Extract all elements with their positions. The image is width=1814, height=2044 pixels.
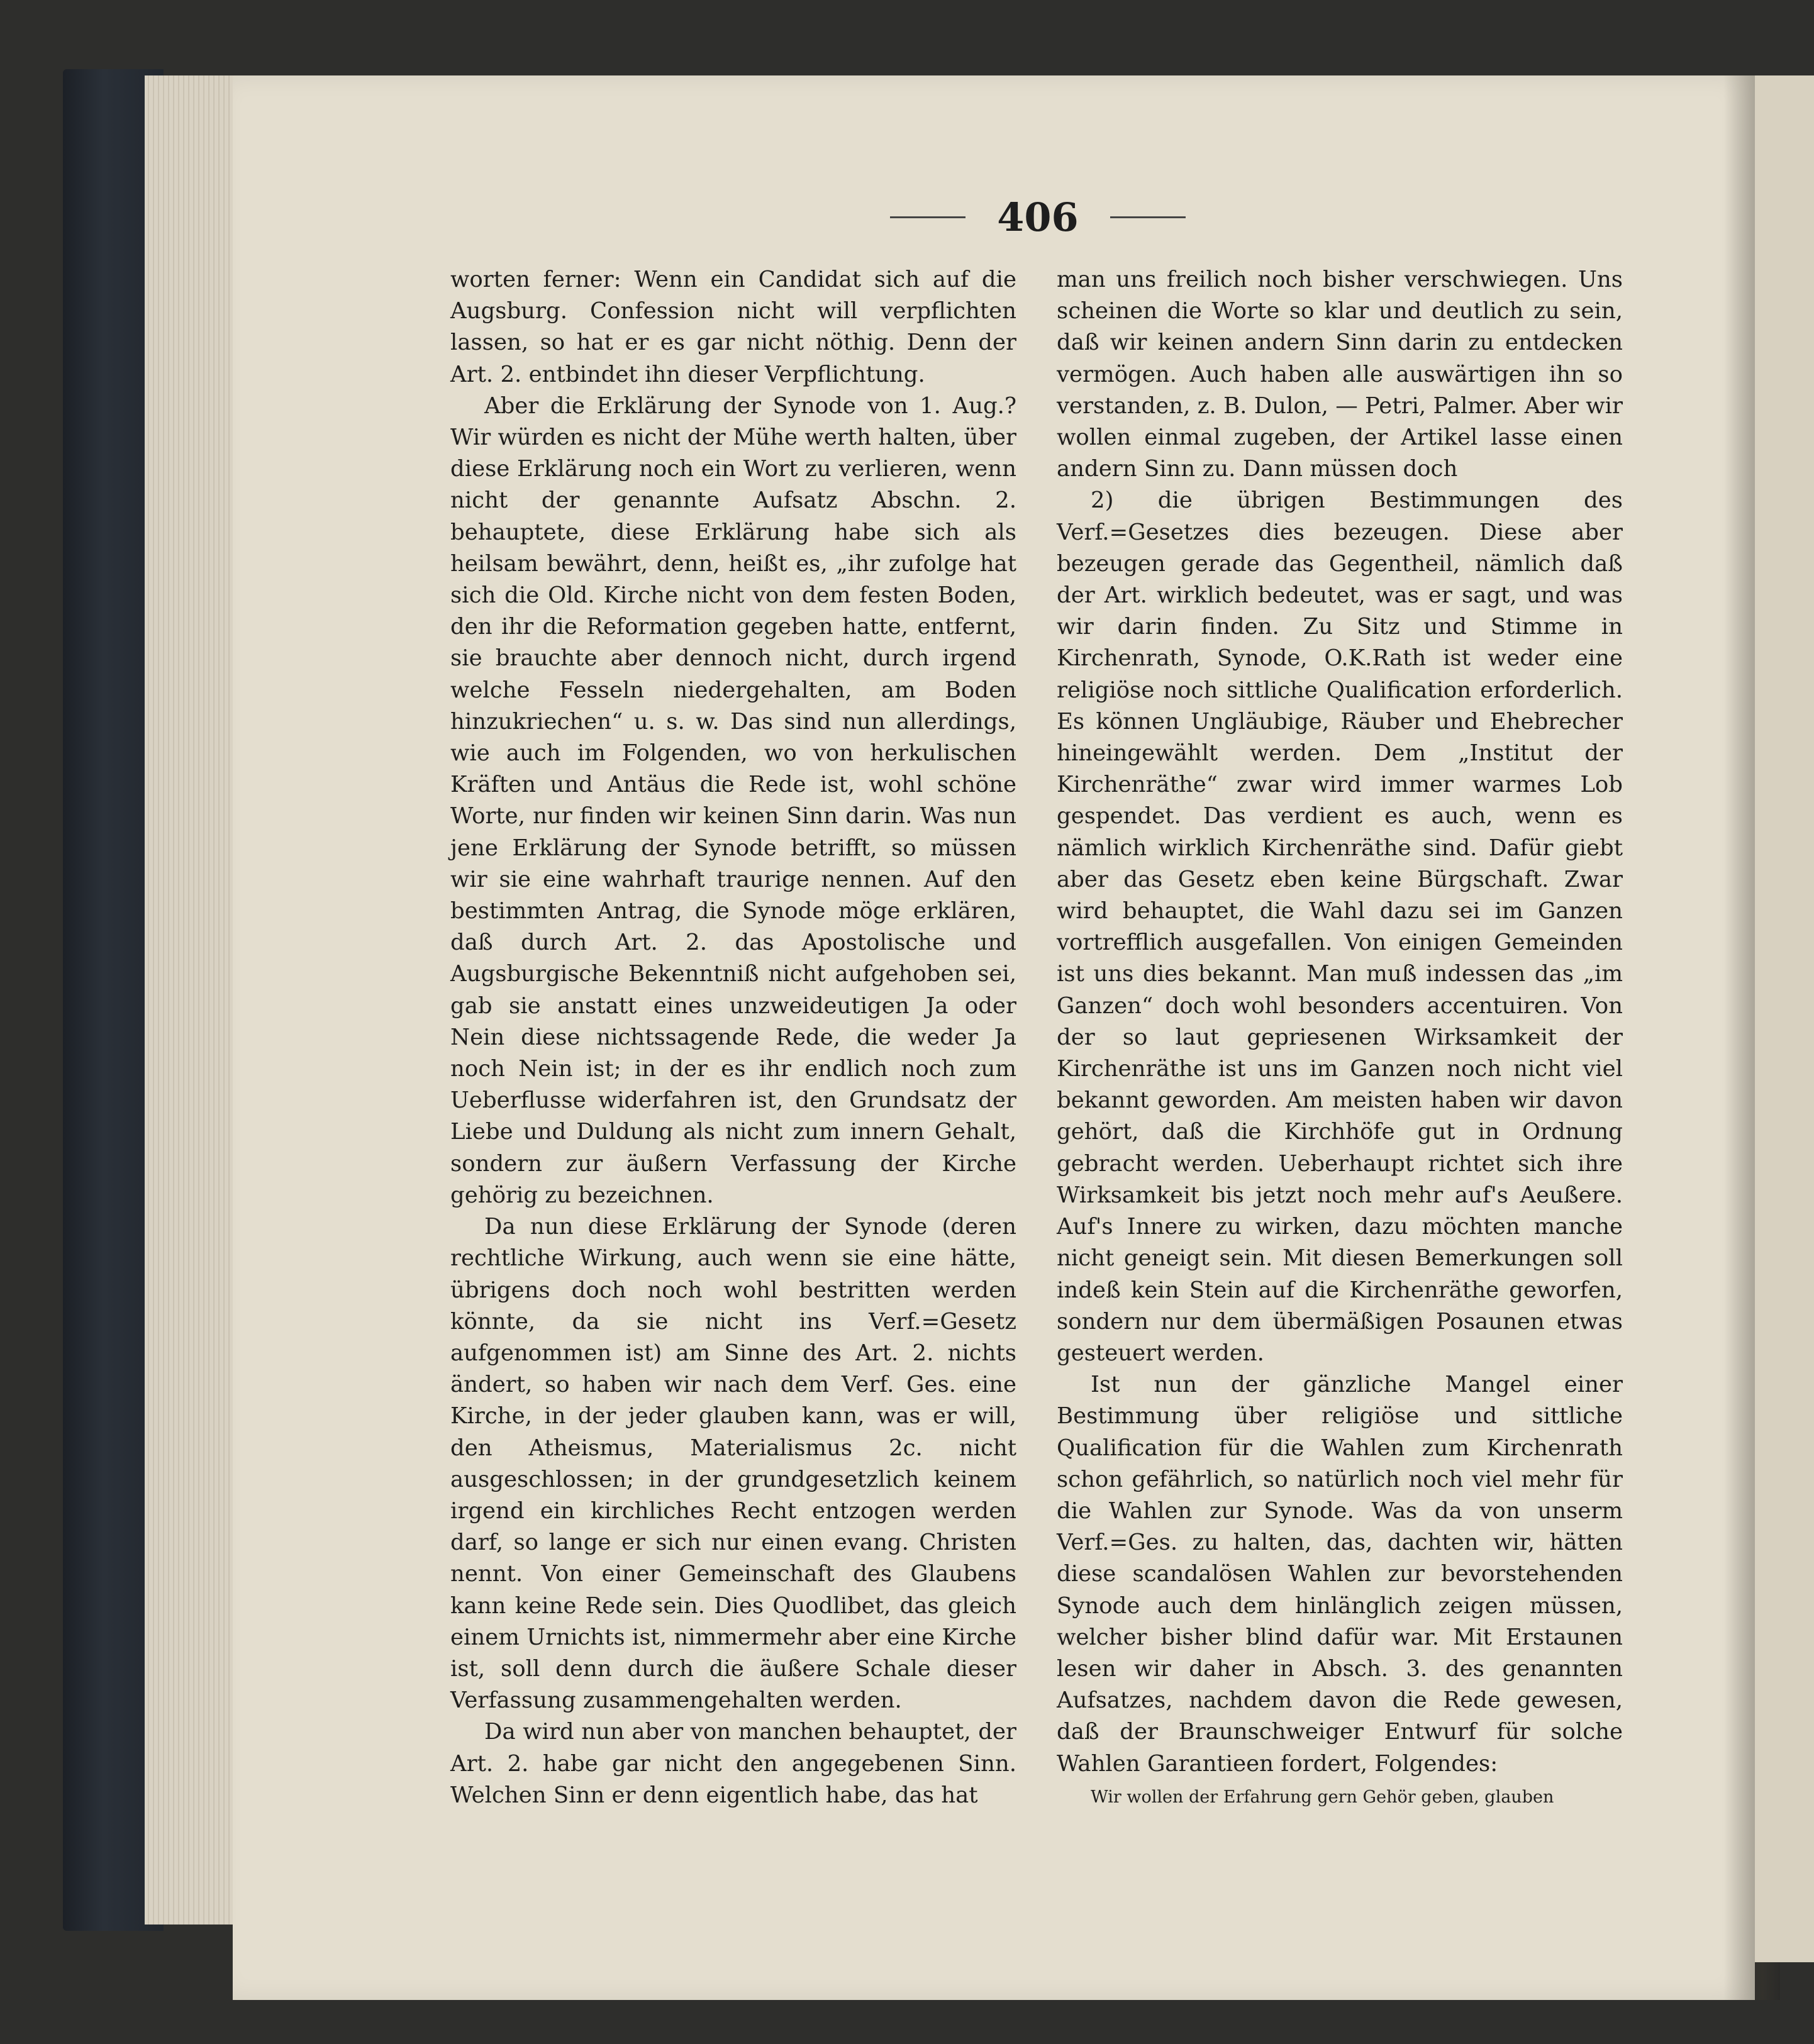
left-column <box>450 264 1016 1811</box>
paragraph: Aber die Erklärung der Synode von 1. Aug.? Wir würden es nicht der Mühe werth halten, über diese Erklärung noch ein Wort zu verlieren, wenn nicht der genannte Aufsatz Abschn. 2. behauptete, diese Erklärung habe sich als heilsam bewährt, denn, heißt es, „ihr zufolge hat sich die Old. Kirche nicht von dem festen Boden, den ihr die Reformation gegeben hatte, entfernt, sie brauchte aber dennoch nicht, durch irgend welche Fesseln niedergehalten, am Boden hinzukriechen“ u. s. w. Das sind nun allerdings, wie auch im Folgenden, wo von herkulischen Kräften und Antäus die Rede ist, wohl schöne Worte, nur finden wir keinen Sinn darin. Was nun jene Erklärung der Synode betrifft, so müssen wir sie eine wahrhaft traurige nennen. Auf den bestimmten Antrag, die Synode möge erklären, daß durch Art. 2. das Apostolische und Augsburgische Bekenntniß nicht aufgehoben sei, gab sie anstatt eines unzweideutigen Ja oder Nein diese nichtssagende Rede, die weder Ja noch Nein ist; in der es ihr endlich noch zum Ueberflusse widerfahren ist, den Grundsatz der Liebe und Duldung als nicht zum innern Gehalt, sondern zur äußern Verfassung der Kirche gehörig zu bezeichnen. <box>450 392 1016 1208</box>
page-header <box>874 189 1201 245</box>
right-column <box>1057 264 1623 1810</box>
paragraph: man uns freilich noch bisher verschwiegen. Uns scheinen die Worte so klar und deutlich zu sein, daß wir keinen andern Sinn darin zu entdecken vermögen. Auch haben alle auswärtigen ihn so verstanden, z. B. Dulon, — Petri, Palmer. Aber wir wollen einmal zugeben, der Artikel lasse einen andern Sinn zu. Dann müssen doch <box>1057 267 1623 482</box>
paragraph: Ist nun der gänzliche Mangel einer Bestimmung über religiöse und sittliche Qualification für die Wahlen zum Kirchenrath schon gefährlich, so natürlich noch viel mehr für die Wahlen zur Synode. Was da von unserm Verf.=Ges. zu halten, das, dachten wir, hätten diese scandalösen Wahlen zur bevorstehenden Synode auch dem hinlänglich zeigen müssen, welcher bisher blind dafür war. Mit Erstaunen lesen wir daher in Absch. 3. des genannten Aufsatzes, nachdem davon die Rede gewesen, daß der Braunschweiger Entwurf für solche Wahlen Garantieen fordert, Folgendes: <box>1057 1372 1623 1777</box>
header-rule-left <box>890 216 965 218</box>
block-quote: Wir wollen der Erfahrung gern Gehör geben, glauben <box>1091 1787 1554 1807</box>
paragraph: Da wird nun aber von manchen behauptet, der Art. 2. habe gar nicht den angegebenen Sinn. Welchen Sinn er denn eigentlich habe, das hat <box>450 1719 1016 1808</box>
paragraph: worten ferner: Wenn ein Candidat sich auf die Augsburg. Confession nicht will verpflichten lassen, so hat er es gar nicht nöthig. Denn der Art. 2. entbindet ihn dieser Verpflichtung. <box>450 267 1016 387</box>
page-edges <box>145 75 245 1925</box>
page-number: 406 <box>997 194 1079 240</box>
facing-page-edge <box>1755 75 1814 1962</box>
paragraph: 2) die übrigen Bestimmungen des Verf.=Gesetzes dies bezeugen. Diese aber bezeugen gerade das Gegentheil, nämlich daß der Art. wirklich bedeutet, was er sagt, und was wir darin finden. Zu Sitz und Stimme in Kirchenrath, Synode, O.K.Rath ist weder eine religiöse noch sittliche Qualification erforderlich. Es können Ungläubige, Räuber und Ehebrecher hineingewählt werden. Dem „Institut der Kirchenräthe“ zwar wird immer warmes Lob gespendet. Das verdient es auch, wenn es nämlich wirklich Kirchenräthe sind. Dafür giebt aber das Gesetz eben keine Bürgschaft. Zwar wird behauptet, die Wahl dazu sei im Ganzen vortrefflich ausgefallen. Von einigen Gemeinden ist uns dies bekannt. Man muß indessen das „im Ganzen“ doch wohl besonders accentuiren. Von der so laut gepriesenen Wirksamkeit der Kirchenräthe ist uns im Ganzen noch nicht viel bekannt geworden. Am meisten haben wir davon gehört, daß die Kirchhöfe gut in Ordnung gebracht werden. Ueberhaupt richtet sich ihre Wirksamkeit bis jetzt noch mehr auf's Aeußere. Auf's Innere zu wirken, dazu möchten manche nicht geneigt sein. Mit diesen Bemerkungen soll indeß kein Stein auf die Kirchenräthe geworfen, sondern nur dem übermäßigen Posaunen etwas gesteuert werden. <box>1057 487 1623 1366</box>
paragraph: Da nun diese Erklärung der Synode (deren rechtliche Wirkung, auch wenn sie eine hätte, übrigens doch noch wohl bestritten werden könnte, da sie nicht ins Verf.=Gesetz aufgenommen ist) am Sinne des Art. 2. nichts ändert, so haben wir nach dem Verf. Ges. eine Kirche, in der jeder glauben kann, was er will, den Atheismus, Materialismus 2c. nicht ausgeschlossen; in der grundgesetzlich keinem irgend ein kirchliches Recht entzogen werden darf, so lange er sich nur einen evang. Christen nennt. Von einer Gemeinschaft des Glaubens kann keine Rede sein. Dies Quodlibet, das gleich einem Urnichts ist, nimmermehr aber eine Kirche ist, soll denn durch die äußere Schale dieser Verfassung zusammengehalten werden. <box>450 1214 1016 1714</box>
header-rule-right <box>1110 216 1186 218</box>
